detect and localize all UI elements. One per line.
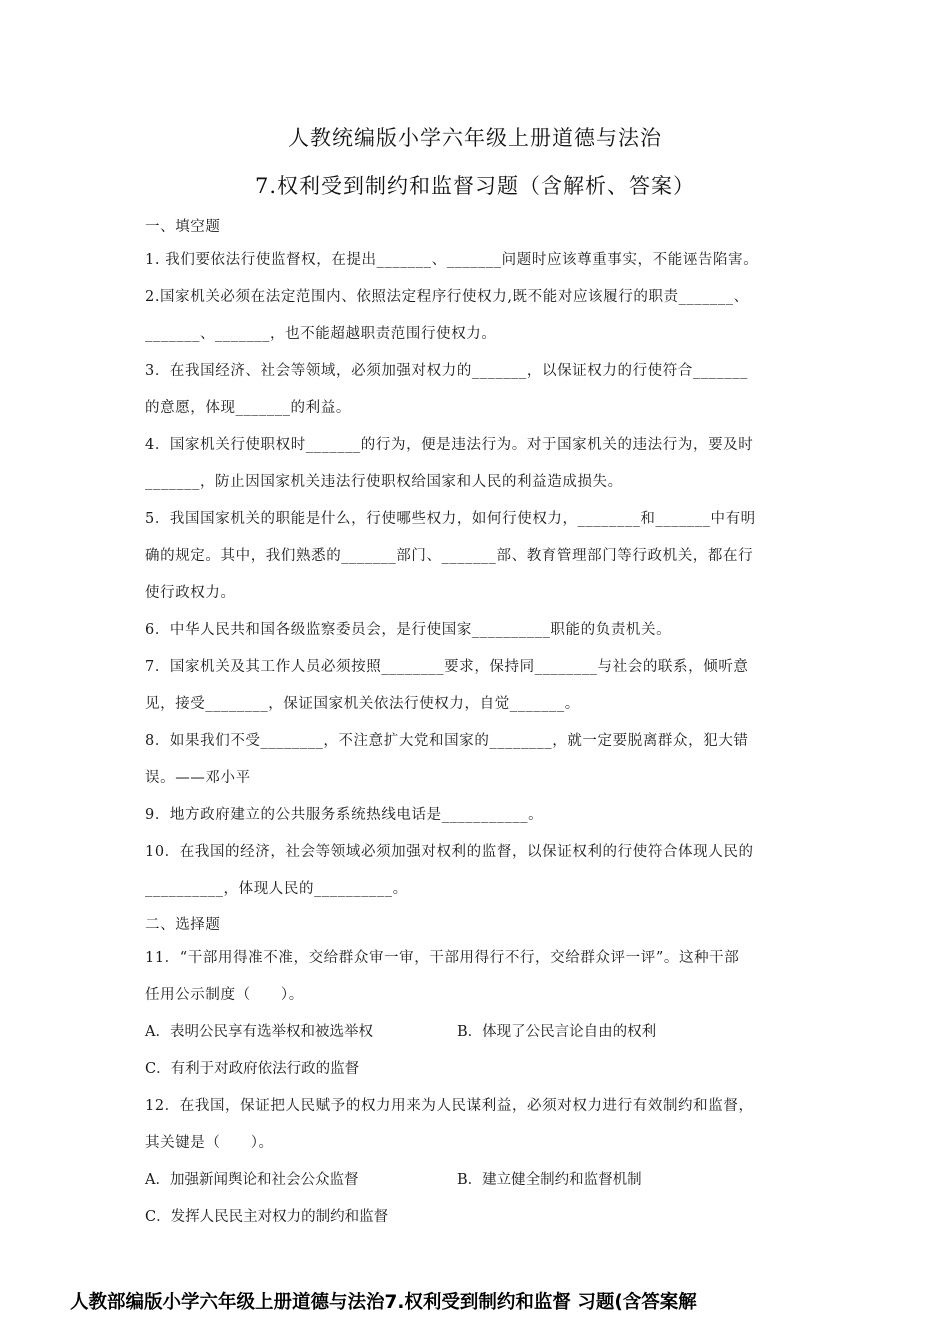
document-body	[145, 216, 810, 1242]
question-11-option-a: A．表明公民享有选举权和被选举权	[145, 1024, 373, 1040]
section-heading-multiple-choice: 二、选择题	[145, 917, 221, 933]
question-11-line-2: 任用公示制度（ ）。	[145, 987, 304, 1003]
question-11-option-c: C．有利于对政府依法行政的监督	[145, 1061, 360, 1077]
question-5-line-1: 5．我国国家机关的职能是什么，行使哪些权力，如何行使权力，________和_______中有明	[145, 511, 756, 527]
question-8-line-1: 8．如果我们不受________，不注意扩大党和国家的________，就一定要脱离群众，犯大错	[145, 733, 749, 749]
question-5-line-2: 确的规定。其中，我们熟悉的_______部门、_______部、教育管理部门等行政机关，都在行	[145, 548, 754, 564]
question-3-line-1: 3．在我国经济、社会等领域，必须加强对权力的_______，以保证权力的行使符合_______	[145, 363, 748, 379]
question-12-option-a: A．加强新闻舆论和社会公众监督	[145, 1172, 359, 1188]
question-10-line-2: __________，体现人民的__________。	[145, 881, 408, 897]
section-heading-fill-blank: 一、填空题	[145, 219, 221, 235]
question-4-line-2: _______，防止因国家机关违法行使职权给国家和人民的利益造成损失。	[145, 474, 623, 490]
question-12-option-c: C．发挥人民民主对权力的制约和监督	[145, 1209, 389, 1225]
question-12-line-2: 其关键是（ ）。	[145, 1135, 274, 1151]
question-11-line-1: 11．“干部用得准不准，交给群众审一审，干部用得行不行，交给群众评一评”。这种干部	[145, 950, 740, 966]
question-1: 1. 我们要依法行使监督权，在提出_______、_______问题时应该尊重事实，不能诬告陷害。	[145, 252, 759, 268]
question-6: 6．中华人民共和国各级监察委员会，是行使国家__________职能的负责机关。	[145, 622, 672, 638]
question-12-options-row	[145, 1168, 810, 1205]
question-10-line-1: 10．在我国的经济，社会等领域必须加强对权利的监督，以保证权利的行使符合体现人民的	[145, 844, 754, 860]
question-4-line-1: 4．国家机关行使职权时_______的行为，便是违法行为。对于国家机关的违法行为，要及时	[145, 437, 754, 453]
document-subtitle: 7.权利受到制约和监督习题（含解析、答案）	[254, 174, 696, 198]
question-8-line-2: 误。——邓小平	[145, 770, 251, 786]
question-11-option-b: B．体现了公民言论自由的权利	[457, 1024, 657, 1040]
question-2-line-2: _______、_______，也不能超越职责范围行使权力。	[145, 326, 497, 342]
question-7-line-2: 见，接受________，保证国家机关依法行使权力，自觉_______。	[145, 696, 580, 712]
question-12-option-b: B．建立健全制约和监督机制	[457, 1172, 642, 1188]
question-7-line-1: 7．国家机关及其工作人员必须按照________要求，保持同________与社会的联系，倾听意	[145, 659, 749, 675]
question-12-line-1: 12．在我国，保证把人民赋予的权力用来为人民谋利益，必须对权力进行有效制约和监督，	[145, 1098, 754, 1114]
question-9: 9．地方政府建立的公共服务系统热线电话是___________。	[145, 807, 544, 823]
footer-caption: 人教部编版小学六年级上册道德与法治7.权利受到制约和监督 习题(含答案解	[70, 1292, 697, 1313]
document-title: 人教统编版小学六年级上册道德与法治	[288, 126, 662, 150]
question-5-line-3: 使行政权力。	[145, 585, 236, 601]
question-2-line-1: 2.国家机关必须在法定范围内、依照法定程序行使权力,既不能对应该履行的职责_______、	[145, 289, 749, 305]
question-3-line-2: 的意愿，体现_______的利益。	[145, 400, 351, 416]
question-11-options-row	[145, 1020, 810, 1057]
